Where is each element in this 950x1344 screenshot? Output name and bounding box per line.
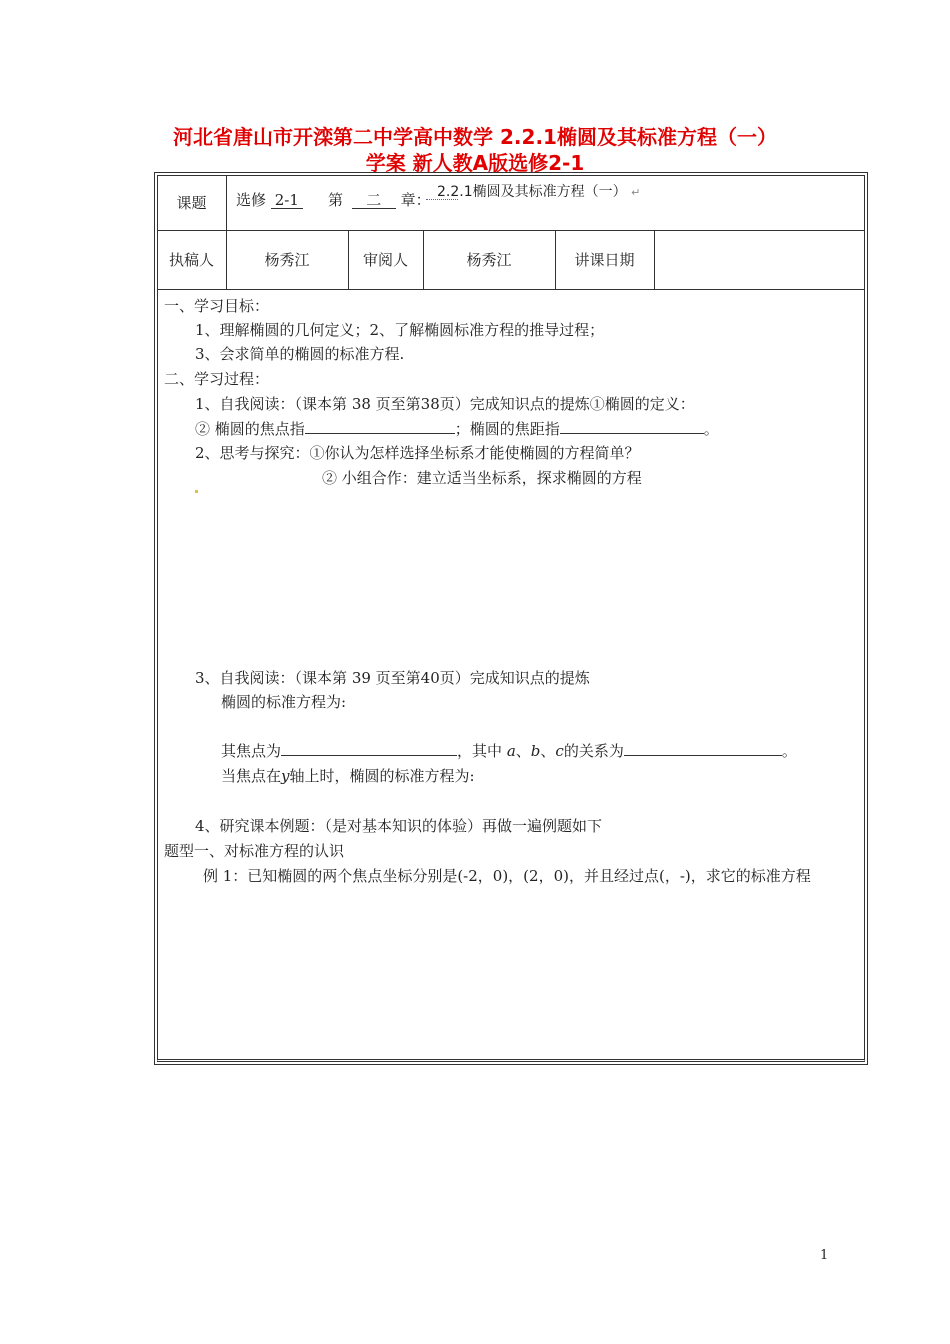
reviewer-label: 审阅人	[362, 251, 408, 269]
row-divider-2	[157, 289, 865, 290]
row-divider-1	[157, 230, 865, 231]
var-a: a	[506, 742, 516, 760]
chapter-prefix: 第	[328, 191, 344, 209]
goals-heading: 一、学习目标：	[164, 297, 270, 315]
foci-prompt: 其焦点为	[221, 742, 282, 760]
topic-text: 2.2.1椭圆及其标准方程（一）	[437, 184, 627, 200]
period-1: 。	[703, 420, 719, 438]
step-2b: ② 小组合作：建立适当坐标系，探求椭圆的方程	[322, 469, 642, 487]
document-title-line-2: 学案 新人教A版选修2-1	[365, 151, 585, 175]
step-3b: 椭圆的标准方程为:	[221, 693, 347, 711]
focal-distance-prompt: ；椭圆的焦距指	[454, 420, 560, 438]
var-b: b	[530, 742, 541, 760]
xuanxiu-prefix: 选修	[236, 191, 267, 209]
author-name: 杨秀江	[264, 251, 310, 269]
period-2: 。	[781, 742, 797, 760]
question-type-1: 题型一、对标准方程的认识	[164, 842, 345, 860]
topic-label: 课题	[176, 194, 207, 212]
goal-2: 3、会求简单的椭圆的标准方程.	[195, 345, 405, 363]
return-mark: ↵	[631, 186, 641, 199]
chapter-value: 二	[352, 192, 396, 209]
var-y: y	[281, 767, 290, 785]
lecture-date-label: 讲课日期	[574, 251, 635, 269]
example-1: 例 1：已知椭圆的两个焦点坐标分别是(-2，0)，(2，0)，并且经过点(，-)，求它的标准方程	[203, 867, 811, 885]
foci-blank	[281, 741, 457, 756]
step-4: 4、研究课本例题：（是对基本知识的体验）再做一遍例题如下	[195, 817, 603, 835]
goal-1: 1、理解椭圆的几何定义；2、了解椭圆标准方程的推导过程；	[195, 321, 605, 339]
col-divider-label	[226, 175, 227, 289]
xuanxiu-field	[236, 190, 303, 210]
step-2: 2、思考与探究：①你认为怎样选择坐标系才能使椭圆的方程简单？	[195, 444, 640, 462]
y-axis-prompt-a: 当焦点在	[221, 767, 282, 785]
chapter-suffix: 章：	[400, 191, 431, 209]
sep-1: 、	[515, 742, 531, 760]
step-3c	[221, 741, 797, 761]
document-title-line-1: 河北省唐山市开滦第二中学高中数学 2.2.1椭圆及其标准方程（一）	[173, 125, 777, 149]
step-3: 3、自我阅读：（课本第 39 页至第40页）完成知识点的提炼	[195, 669, 590, 687]
process-heading: 二、学习过程：	[164, 370, 270, 388]
focus-blank	[305, 419, 455, 434]
reviewer-name: 杨秀江	[466, 251, 512, 269]
step-3d	[221, 766, 475, 786]
relation-blank	[624, 741, 782, 756]
step-1-blanks	[195, 419, 719, 439]
sep-2: 、	[540, 742, 556, 760]
topic-title	[437, 182, 640, 203]
col-divider-5	[654, 230, 655, 289]
edit-mark	[195, 490, 198, 493]
focus-prompt: ② 椭圆的焦点指	[195, 420, 305, 438]
var-c: c	[555, 742, 564, 760]
relation-prompt: 的关系为	[563, 742, 624, 760]
xuanxiu-value: 2-1	[271, 192, 303, 209]
step-1: 1、自我阅读：（课本第 38 页至第38页）完成知识点的提炼①椭圆的定义：	[195, 395, 695, 413]
chapter-field	[328, 190, 431, 210]
y-axis-prompt-b: 轴上时，椭圆的标准方程为:	[289, 767, 475, 785]
page-number: 1	[820, 1248, 829, 1263]
author-label: 执稿人	[168, 251, 214, 269]
spellcheck-underline	[426, 199, 458, 200]
where-text: ，其中	[457, 742, 503, 760]
focal-distance-blank	[560, 419, 704, 434]
